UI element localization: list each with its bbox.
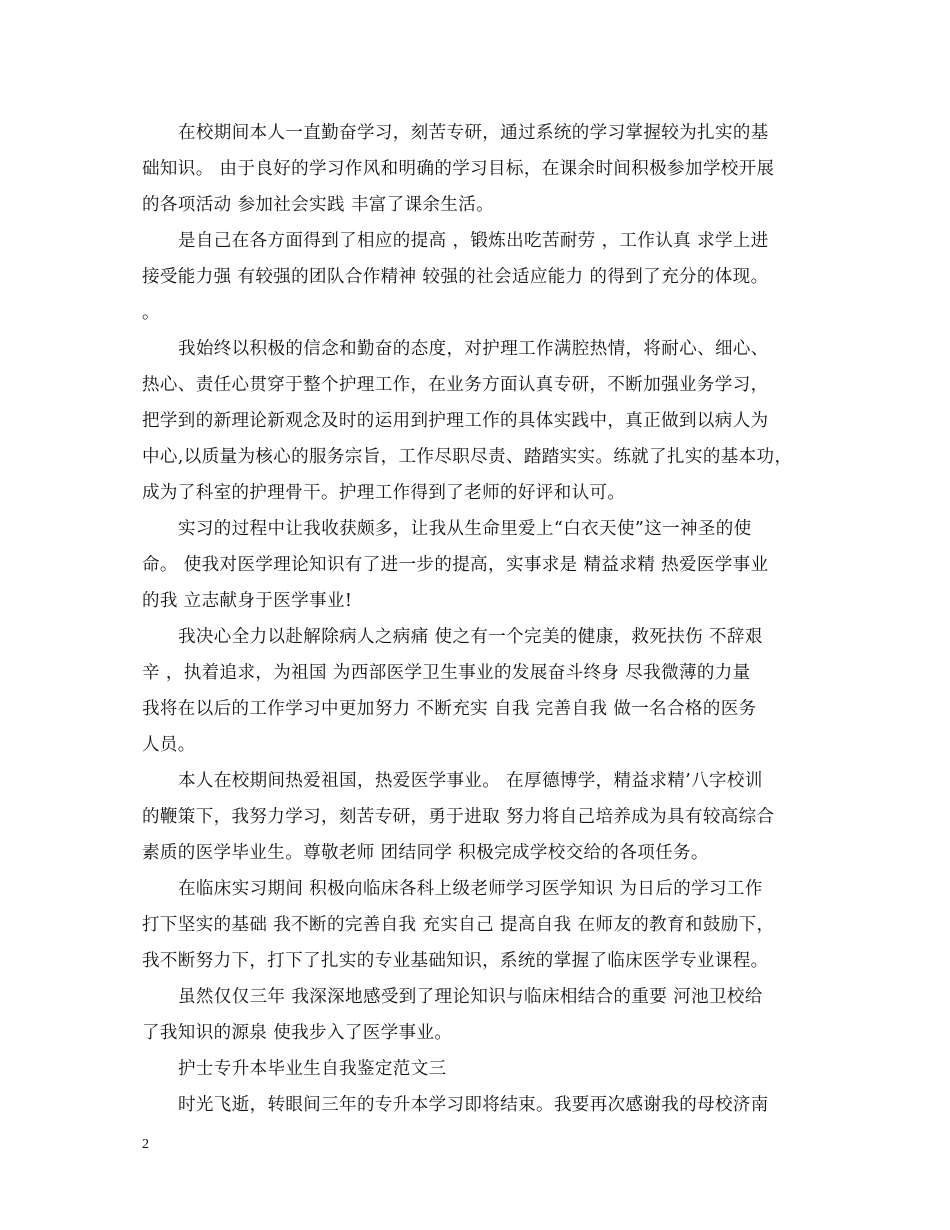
- paragraph-line: 在校期间本人一直勤奋学习，刻苦专研，通过系统的学习掌握较为扎实的基: [178, 123, 769, 143]
- paragraph-line: 的我 立志献身于医学事业!: [142, 591, 353, 611]
- paragraph-line: 的各项活动 参加社会实践 丰富了课余生活。: [142, 195, 495, 215]
- paragraph-line: 了我知识的源泉 使我步入了医学事业。: [142, 1023, 453, 1043]
- paragraph-line: 在临床实习期间 积极向临床各科上级老师学习医学知识 为日后的学习工作: [178, 879, 763, 899]
- paragraph-line: 是自己在各方面得到了相应的提高 ，锻炼出吃苦耐劳 ，工作认真 求学上进: [178, 231, 769, 251]
- paragraph-line: 中心,以质量为核心的服务宗旨，工作尽职尽责、踏踏实实。练就了扎实的基本功，: [142, 447, 793, 467]
- paragraph-line: 我决心全力以赴解除病人之病痛 使之有一个完美的健康，救死扶伤 不辞艰: [178, 627, 763, 647]
- paragraph-line: 打下坚实的基础 我不断的完善自我 充实自己 提高自我 在师友的教育和鼓励下，: [142, 915, 775, 935]
- paragraph-line: 素质的医学毕业生。尊敬老师 团结同学 积极完成学校交给的各项任务。: [142, 843, 709, 863]
- paragraph-line: 人员。: [142, 735, 196, 755]
- paragraph-line: 实习的过程中让我收获颇多，让我从生命里爱上“白衣天使”这一神圣的使: [178, 519, 752, 539]
- paragraph-line: 本人在校期间热爱祖国，热爱医学事业。 在厚德博学，精益求精’八字校训: [178, 771, 763, 791]
- section-heading: 护士专升本毕业生自我鉴定范文三: [178, 1059, 447, 1079]
- paragraph-line: 我不断努力下，打下了扎实的专业基础知识，系统的掌握了临床医学专业课程。: [142, 951, 769, 971]
- paragraph-line: 成为了科室的护理骨干。护理工作得到了老师的好评和认可。: [142, 483, 626, 503]
- paragraph-line: 接受能力强 有较强的团队合作精神 较强的社会适应能力 的得到了充分的体现。: [142, 267, 769, 287]
- paragraph-line: 我将在以后的工作学习中更加努力 不断充实 自我 完善自我 做一名合格的医务: [142, 699, 757, 719]
- paragraph-line: 虽然仅仅三年 我深深地感受到了理论知识与临床相结合的重要 河池卫校给: [178, 987, 763, 1007]
- paragraph-line: 热心、责任心贯穿于整个护理工作，在业务方面认真专研，不断加强业务学习，: [142, 375, 769, 395]
- paragraph-line: 。: [142, 303, 160, 323]
- paragraph-line: 时光飞逝，转眼间三年的专升本学习即将结束。我要再次感谢我的母校济南: [178, 1095, 769, 1115]
- page-number: 2: [142, 1137, 149, 1152]
- paragraph-line: 的鞭策下，我努力学习，刻苦专研，勇于进取 努力将自己培养成为具有较高综合: [142, 807, 775, 827]
- paragraph-line: 础知识。 由于良好的学习作风和明确的学习目标，在课余时间积极参加学校开展: [142, 159, 775, 179]
- paragraph-line: 我始终以积极的信念和勤奋的态度，对护理工作满腔热情，将耐心、细心、: [178, 339, 769, 359]
- paragraph-line: 命。 使我对医学理论知识有了进一步的提高，实事求是 精益求精 热爱医学事业: [142, 555, 769, 575]
- document-body: [142, 115, 822, 1123]
- paragraph-line: 辛 ，执着追求，为祖国 为西部医学卫生事业的发展奋斗终身 尽我微薄的力量: [142, 663, 751, 683]
- paragraph-line: 把学到的新理论新观念及时的运用到护理工作的具体实践中，真正做到以病人为: [142, 411, 769, 431]
